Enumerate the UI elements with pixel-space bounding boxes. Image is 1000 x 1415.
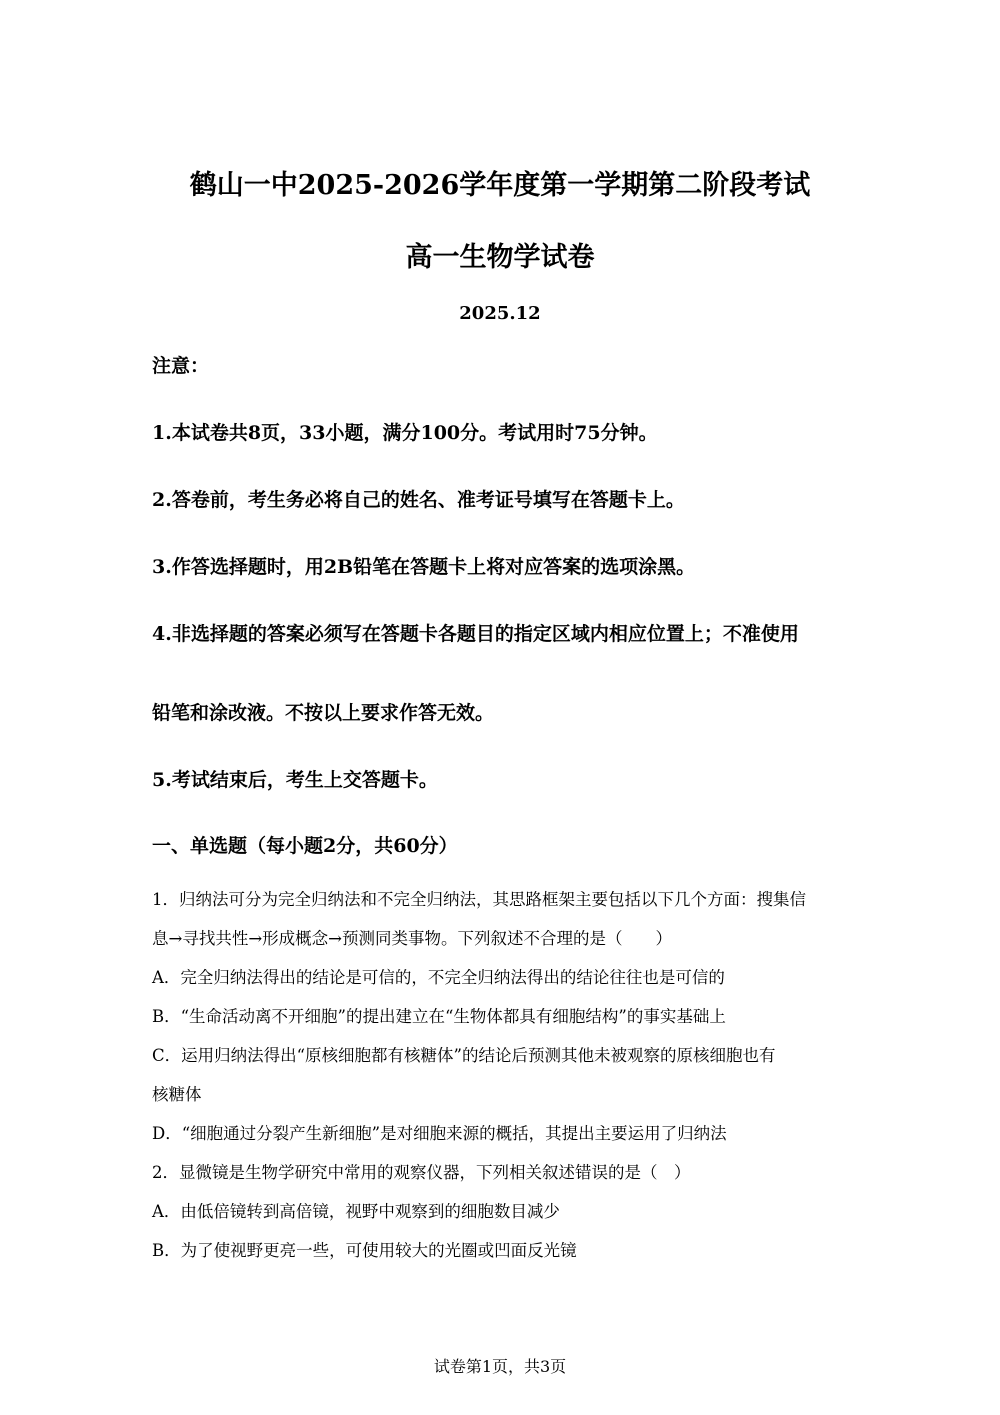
question-1-option-c-line-1: C．运用归纳法得出“原核细胞都有核糖体”的结论后预测其他未被观察的原核细胞也有	[152, 1046, 776, 1065]
exam-date: 2025.12	[459, 303, 541, 324]
question-1-option-d: D．“细胞通过分裂产生新细胞”是对细胞来源的概括，其提出主要运用了归纳法	[152, 1124, 727, 1143]
question-2-option-b: B．为了使视野更亮一些，可使用较大的光圈或凹面反光镜	[152, 1241, 577, 1260]
question-1-option-a: A．完全归纳法得出的结论是可信的，不完全归纳法得出的结论往往也是可信的	[152, 968, 725, 987]
notice-item-1: 1.本试卷共8页，33小题，满分100分。考试用时75分钟。	[152, 422, 658, 444]
question-2-option-a: A．由低倍镜转到高倍镜，视野中观察到的细胞数目减少	[152, 1202, 560, 1221]
question-1-stem-line-1: 1．归纳法可分为完全归纳法和不完全归纳法，其思路框架主要包括以下几个方面：搜集信	[152, 890, 806, 909]
exam-subtitle: 高一生物学试卷	[405, 242, 595, 273]
notice-item-4: 4.非选择题的答案必须写在答题卡各题目的指定区域内相应位置上；不准使用	[152, 623, 799, 645]
notice-item-4-continued: 铅笔和涂改液。不按以上要求作答无效。	[152, 702, 495, 724]
page-footer: 试卷第1页，共3页	[433, 1357, 567, 1376]
notice-item-3: 3.作答选择题时，用2B铅笔在答题卡上将对应答案的选项涂黑。	[152, 556, 696, 578]
notice-item-2: 2.答卷前，考生务必将自己的姓名、准考证号填写在答题卡上。	[152, 489, 685, 511]
notice-heading: 注意：	[152, 355, 210, 377]
exam-title: 鹤山一中2025-2026学年度第一学期第二阶段考试	[189, 170, 811, 201]
question-2-stem: 2．显微镜是生物学研究中常用的观察仪器，下列相关叙述错误的是（ ）	[152, 1163, 691, 1182]
question-1-stem-line-2: 息→寻找共性→形成概念→预测同类事物。下列叙述不合理的是（ ）	[152, 929, 672, 948]
notice-item-5: 5.考试结束后，考生上交答题卡。	[152, 769, 438, 791]
section-heading-single-choice: 一、单选题（每小题2分，共60分）	[152, 835, 458, 857]
question-1-option-b: B．“生命活动离不开细胞”的提出建立在“生物体都具有细胞结构”的事实基础上	[152, 1007, 726, 1026]
question-1-option-c-line-2: 核糖体	[152, 1085, 202, 1104]
